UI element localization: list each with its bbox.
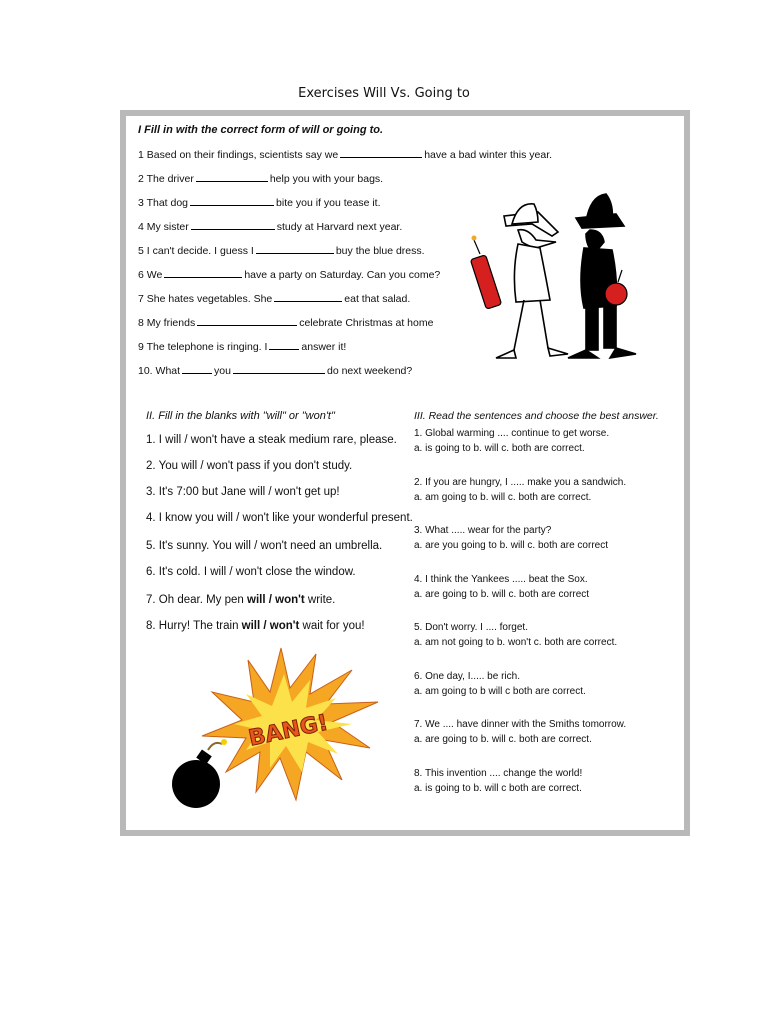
exercise-1-item <box>138 292 410 305</box>
exercise-1-item <box>138 244 425 257</box>
item-number: 3 <box>138 197 144 209</box>
item-text: eat that salad. <box>344 293 411 305</box>
item-number: 5. <box>146 540 156 552</box>
exercise-1-item <box>138 364 412 377</box>
exercise-3-options: a. are you going to b. will c. both are correct <box>414 540 608 551</box>
item-number: 1. <box>146 434 156 446</box>
exercise-3-options: a. am not going to b. won't c. both are correct. <box>414 637 618 648</box>
exercise-1-item <box>138 172 383 185</box>
item-text: You will / won't pass if you don't study. <box>158 460 353 472</box>
item-text: I know you will / won't like your wonderful present. <box>158 512 413 524</box>
item-choice: will / won't <box>247 594 305 606</box>
item-text: What <box>155 365 181 377</box>
item-number: 3. <box>146 486 156 498</box>
item-text: Hurry! The train <box>158 620 242 632</box>
exercise-1-item <box>138 148 552 161</box>
item-text: answer it! <box>301 341 347 353</box>
exercise-3-options: a. am going to b will c both are correct. <box>414 685 586 697</box>
answer-blank <box>190 196 274 206</box>
item-text: celebrate Christmas at home <box>299 317 434 329</box>
exercise-1-item <box>138 196 381 209</box>
exercise-3-question: 5. Don't worry. I .... forget. <box>414 622 528 633</box>
item-text: It's cold. I will / won't close the window. <box>158 566 356 578</box>
item-text: you <box>214 365 231 377</box>
answer-blank <box>340 148 422 158</box>
item-text: It's 7:00 but Jane will / won't get up! <box>158 486 340 498</box>
exercise-2-item <box>146 566 356 578</box>
exercise-3-question: 8. This invention .... change the world! <box>414 767 583 779</box>
section-2-heading: II. Fill in the blanks with "will" or "won't" <box>146 410 335 422</box>
item-text: My friends <box>146 317 196 329</box>
bomb-icon <box>172 739 227 808</box>
exercise-1-item <box>138 220 402 233</box>
item-text: Oh dear. My pen <box>158 594 248 606</box>
exercise-3-options: a. am going to b. will c. both are correct. <box>414 491 592 503</box>
answer-blank <box>197 316 297 326</box>
item-text: That dog <box>146 197 189 209</box>
item-text: wait for you! <box>299 620 365 632</box>
spy-illustration <box>466 182 648 372</box>
exercise-3-options: a. are going to b. will c. both are correct. <box>414 734 592 745</box>
item-text: help you with your bags. <box>269 173 384 185</box>
item-text: I can't decide. I guess I <box>146 245 254 257</box>
answer-blank <box>274 292 342 302</box>
item-number: 8 <box>138 317 144 329</box>
exercise-1-item <box>138 316 433 329</box>
exercise-2-item <box>146 540 382 552</box>
exercise-3-question: 3. What ..... wear for the party? <box>414 525 552 536</box>
item-number: 1 <box>138 149 144 161</box>
item-text: have a party on Saturday. Can you come? <box>244 269 441 281</box>
red-bomb <box>605 283 627 305</box>
page-title: Exercises Will Vs. Going to <box>298 86 470 101</box>
item-number: 5 <box>138 245 144 257</box>
exercise-3-options: a. is going to b. will c. both are correct. <box>414 443 585 454</box>
exercise-3-question: 2. If you are hungry, I ..... make you a sandwich. <box>414 476 627 488</box>
exercise-1-item <box>138 340 346 353</box>
exercise-2-item <box>146 486 340 498</box>
exercise-2-item <box>146 594 335 606</box>
exercise-3-question: 1. Global warming .... continue to get worse. <box>414 428 610 439</box>
answer-blank <box>256 244 334 254</box>
answer-blank <box>191 220 275 230</box>
answer-blank <box>269 340 299 350</box>
item-number: 6. <box>146 566 156 578</box>
item-text: study at Harvard next year. <box>276 221 403 233</box>
item-number: 2. <box>146 460 156 472</box>
item-text: The telephone is ringing. I <box>146 341 268 353</box>
item-number: 8. <box>146 620 156 632</box>
exercise-3-options: a. are going to b. will c. both are correct <box>414 588 590 600</box>
bang-illustration <box>156 640 386 820</box>
exercise-2-item <box>146 434 397 446</box>
bang-text: BANG! <box>246 710 331 752</box>
exercise-1-item <box>138 268 440 281</box>
black-spy-figure <box>568 194 636 358</box>
item-number: 7. <box>146 594 156 606</box>
item-text: It's sunny. You will / won't need an umbrella. <box>158 540 383 552</box>
exercise-3-question: 6. One day, I..... be rich. <box>414 670 520 682</box>
item-number: 9 <box>138 341 144 353</box>
worksheet-frame <box>120 110 690 836</box>
item-text: I will / won't have a steak medium rare, please. <box>158 434 397 446</box>
item-text: have a bad winter this year. <box>424 149 553 161</box>
item-text: We <box>146 269 163 281</box>
white-spy-figure <box>496 204 568 358</box>
answer-blank <box>182 364 212 374</box>
worksheet <box>126 116 684 830</box>
item-text: write. <box>304 594 336 606</box>
item-number: 7 <box>138 293 144 305</box>
item-number: 6 <box>138 269 144 281</box>
item-text: She hates vegetables. She <box>146 293 273 305</box>
exercise-2-item <box>146 620 365 632</box>
item-choice: will / won't <box>241 620 300 632</box>
exercise-3-options: a. is going to b. will c both are correct. <box>414 782 582 794</box>
exercise-2-item <box>146 460 352 472</box>
item-text: Based on their findings, scientists say we <box>146 149 339 161</box>
item-number: 4 <box>138 221 144 233</box>
item-number: 2 <box>138 173 144 185</box>
exercise-3-question: 7. We .... have dinner with the Smiths tomorrow. <box>414 719 627 730</box>
section-1-heading: I Fill in with the correct form of will or going to. <box>138 124 384 136</box>
item-text: bite you if you tease it. <box>276 197 381 209</box>
dynamite-stick <box>470 236 501 310</box>
item-text: The driver <box>146 173 194 185</box>
section-3-heading: III. Read the sentences and choose the best answer. <box>414 410 659 422</box>
answer-blank <box>164 268 242 278</box>
answer-blank <box>196 172 268 182</box>
item-text: buy the blue dress. <box>335 245 425 257</box>
exercise-3-question: 4. I think the Yankees ..... beat the Sox. <box>414 573 588 585</box>
item-number: 10. <box>138 365 153 377</box>
exercise-2-item <box>146 512 413 524</box>
item-number: 4. <box>146 512 156 524</box>
item-text: My sister <box>146 221 189 233</box>
answer-blank <box>233 364 325 374</box>
item-text: do next weekend? <box>326 365 413 377</box>
